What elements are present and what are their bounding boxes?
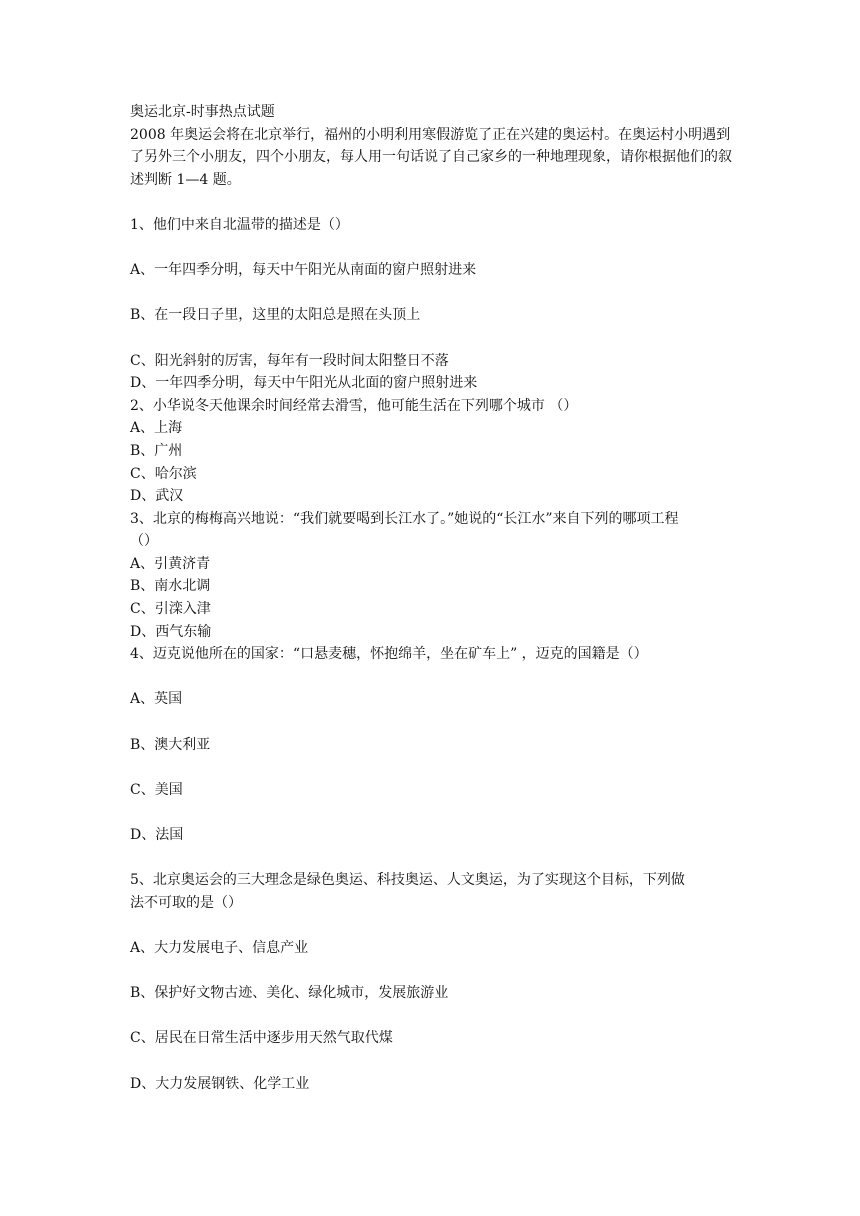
question-3-stem-line-2: （） [130,533,158,550]
question-4-option-a: A、英国 [130,691,183,708]
document-content [130,101,735,1095]
blank-line [130,914,735,937]
question-2-option-c: C、哈尔滨 [130,465,197,482]
blank-line [130,327,735,350]
document-title: 奥运北京-时事热点试题 [130,104,275,120]
blank-line [130,847,735,870]
blank-line [130,282,735,305]
question-4-option-b: B、澳大利亚 [130,736,211,753]
blank-line [130,237,735,260]
question-1-option-c: C、阳光斜射的厉害，每年有一段时间太阳整日不落 [130,352,449,369]
question-5-option-d: D、大力发展钢铁、化学工业 [130,1075,310,1092]
question-3-stem-line-1: 3、北京的梅梅高兴地说：“我们就要喝到长江水了。”她说的“长江水”来自下列的哪项工程 [130,510,679,527]
question-2-stem: 2、小华说冬天他课余时间经常去滑雪，他可能生活在下列哪个城市 （） [130,397,578,414]
question-1-stem: 1、他们中来自北温带的描述是（） [130,216,349,233]
question-2-option-d: D、武汉 [130,488,184,505]
question-5-option-a: A、大力发展电子、信息产业 [130,939,309,956]
blank-line [130,801,735,824]
question-1-option-a: A、一年四季分明，每天中午阳光从南面的窗户照射进来 [130,262,477,279]
question-5-stem-line-1: 5、北京奥运会的三大理念是绿色奥运、科技奥运、人文奥运，为了实现这个目标，下列做 [130,872,685,889]
question-4-option-c: C、美国 [130,781,183,798]
blank-line [130,960,735,983]
question-3-option-d: D、西气东输 [130,623,212,640]
question-1-option-b: B、在一段日子里，这里的太阳总是照在头顶上 [130,307,421,324]
blank-line [130,666,735,689]
blank-line [130,711,735,734]
intro-paragraph: 2008 年奥运会将在北京举行，福州的小明利用寒假游览了正在兴建的奥运村。在奥运村小明遇到了另外三个小朋友，四个小朋友，每人用一句话说了自己家乡的一种地理现象，请你根据他们的叙述判断 1—4 题。 [130,126,732,188]
question-2-option-b: B、广州 [130,442,183,459]
question-3-option-c: C、引滦入津 [130,601,211,618]
blank-line [130,1005,735,1028]
question-1-option-d: D、一年四季分明，每天中午阳光从北面的窗户照射进来 [130,375,478,392]
question-4-stem: 4、迈克说他所在的国家：“口悬麦穗，怀抱绵羊，坐在矿车上” ，迈克的国籍是（） [130,646,648,663]
question-5-option-b: B、保护好文物古迹、美化、绿化城市，发展旅游业 [130,985,449,1002]
question-3-option-b: B、南水北调 [130,578,211,595]
question-3-option-a: A、引黄济青 [130,555,211,572]
blank-line [130,1050,735,1073]
question-4-option-d: D、法国 [130,827,184,843]
question-5-stem-line-2: 法不可取的是（） [130,894,242,911]
blank-line [130,191,735,214]
blank-line [130,756,735,779]
question-2-option-a: A、上海 [130,420,183,437]
question-5-option-c: C、居民在日常生活中逐步用天然气取代煤 [130,1030,393,1047]
